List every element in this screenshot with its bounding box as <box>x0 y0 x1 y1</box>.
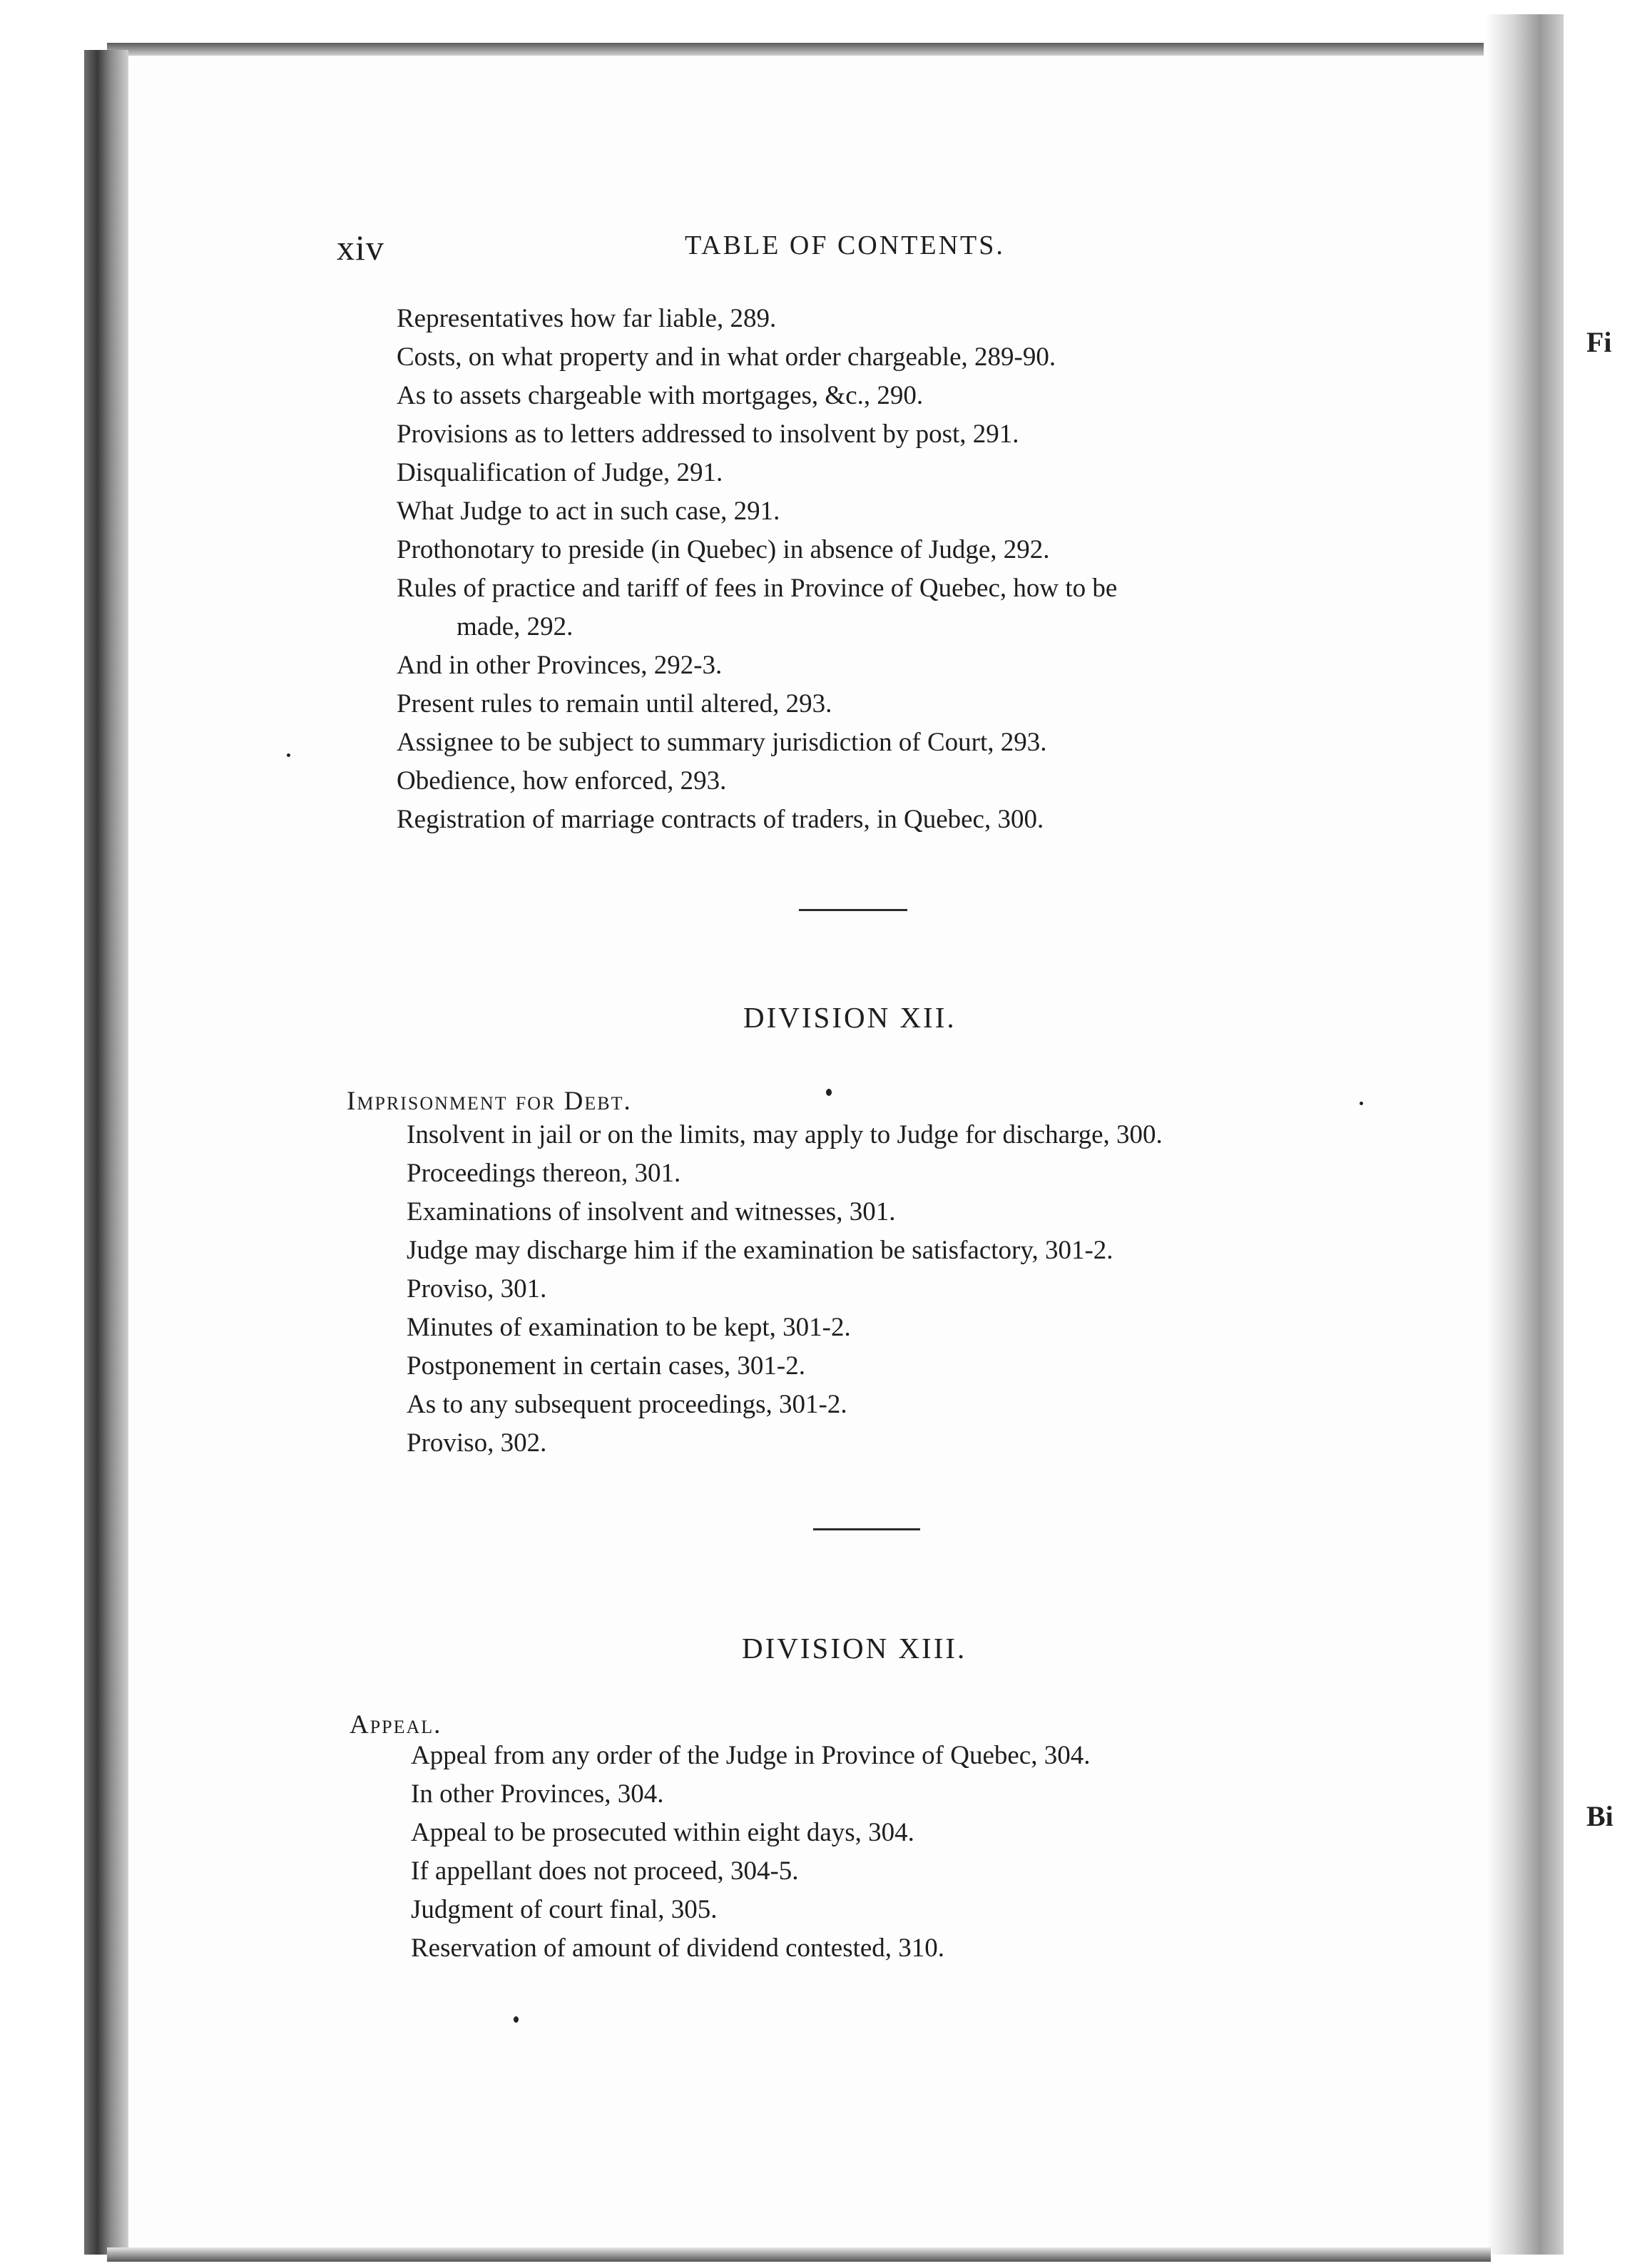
ink-speck <box>287 753 290 757</box>
toc-entry: Insolvent in jail or on the limits, may apply to Judge for discharge, 300. <box>407 1120 1163 1149</box>
toc-entry: Proceedings thereon, 301. <box>407 1159 681 1188</box>
toc-entry: Costs, on what property and in what order chargeable, 289-90. <box>397 342 1056 372</box>
toc-entry: If appellant does not proceed, 304-5. <box>411 1856 799 1886</box>
toc-entry: Reservation of amount of dividend contested, 310. <box>411 1934 945 1963</box>
ink-speck <box>514 2016 519 2023</box>
toc-entry: Provisions as to letters addressed to insolvent by post, 291. <box>397 420 1019 449</box>
division-title: DIVISION XII. <box>743 1001 957 1034</box>
toc-entry: And in other Provinces, 292-3. <box>397 651 723 680</box>
toc-entry: In other Provinces, 304. <box>411 1779 664 1809</box>
page-bottom-edge <box>107 2247 1491 2262</box>
toc-entry: Examinations of insolvent and witnesses, 301. <box>407 1197 896 1226</box>
toc-entry: Judgment of court final, 305. <box>411 1895 718 1924</box>
toc-entry: Obedience, how enforced, 293. <box>397 766 727 796</box>
page-top-edge <box>107 43 1484 56</box>
section-rule <box>813 1528 920 1530</box>
toc-entry: What Judge to act in such case, 291. <box>397 497 780 526</box>
toc-entry: Disqualification of Judge, 291. <box>397 458 723 487</box>
page-number: xiv <box>337 228 384 268</box>
toc-entry: As to any subsequent proceedings, 301-2. <box>407 1390 847 1419</box>
facing-page-fragment: Fi <box>1586 326 1612 358</box>
toc-entry: Prothonotary to preside (in Quebec) in absence of Judge, 292. <box>397 535 1050 564</box>
toc-entry: Assignee to be subject to summary jurisdiction of Court, 293. <box>397 728 1047 757</box>
book-gutter <box>1485 14 1564 2255</box>
division-title: DIVISION XIII. <box>742 1632 967 1665</box>
page-left-edge <box>84 50 128 2255</box>
toc-entry-continuation: made, 292. <box>457 612 573 641</box>
section-heading: Appeal. <box>350 1710 442 1739</box>
section-rule <box>799 909 907 911</box>
toc-entry: Proviso, 301. <box>407 1274 547 1304</box>
facing-page-fragment: Bi <box>1586 1800 1613 1832</box>
toc-entry: Proviso, 302. <box>407 1428 547 1458</box>
toc-entry: Rules of practice and tariff of fees in Province of Quebec, how to be <box>397 574 1118 603</box>
toc-entry: Appeal from any order of the Judge in Province of Quebec, 304. <box>411 1741 1091 1770</box>
section-heading: Imprisonment for Debt. <box>347 1087 632 1116</box>
toc-entry: Representatives how far liable, 289. <box>397 304 777 333</box>
toc-entry: Judge may discharge him if the examination be satisfactory, 301-2. <box>407 1236 1113 1265</box>
toc-entry: Minutes of examination to be kept, 301-2. <box>407 1313 851 1342</box>
running-head: TABLE OF CONTENTS. <box>685 230 1005 260</box>
toc-entry: Postponement in certain cases, 301-2. <box>407 1351 805 1381</box>
toc-entry: Registration of marriage contracts of traders, in Quebec, 300. <box>397 805 1044 834</box>
ink-speck <box>1360 1102 1363 1105</box>
toc-entry: As to assets chargeable with mortgages, &c., 290. <box>397 381 924 410</box>
ink-speck <box>826 1089 832 1096</box>
toc-entry: Present rules to remain until altered, 293. <box>397 689 832 718</box>
toc-entry: Appeal to be prosecuted within eight days, 304. <box>411 1818 914 1847</box>
